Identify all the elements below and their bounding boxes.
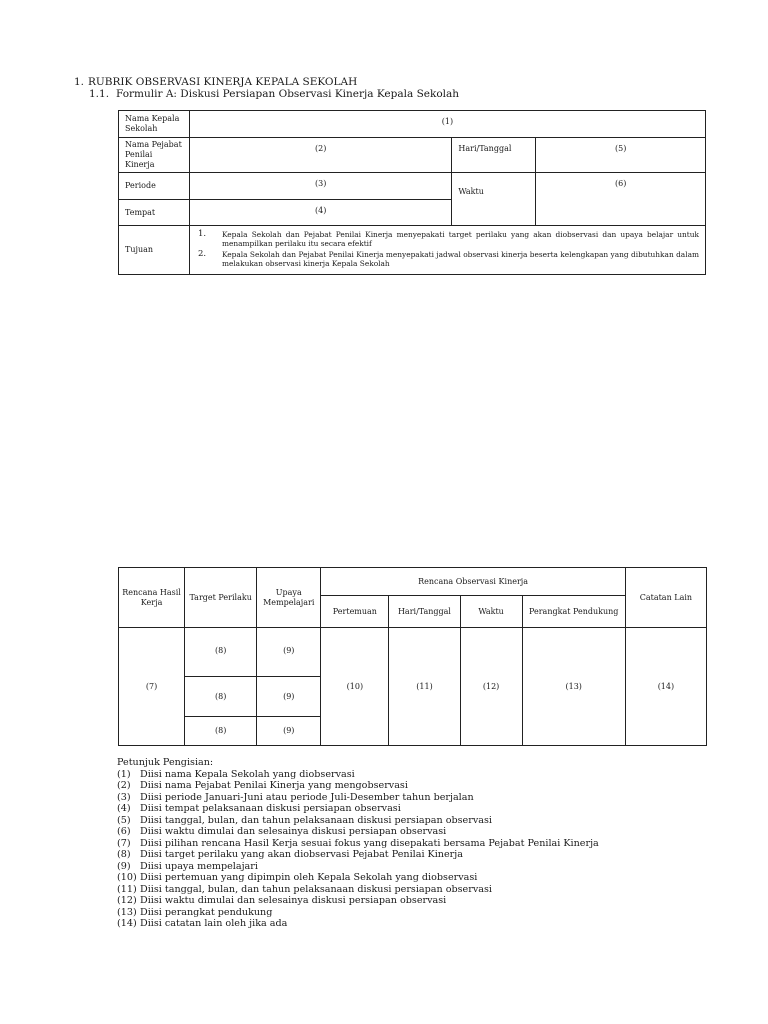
instruction-number: (8) [117, 849, 131, 860]
instruction-item [117, 838, 599, 850]
instruction-text: Diisi tanggal, bulan, dan tahun pelaksanaan diskusi persiapan observasi [140, 883, 492, 895]
rencana-hasil-kerja-cell[interactable]: (7) [119, 628, 185, 746]
instruction-number: (11) [117, 883, 137, 895]
upaya-mempelajari-cell[interactable]: (9) [257, 717, 321, 746]
form-a-row-periode [119, 173, 706, 200]
hari-tanggal-field[interactable]: (5) [536, 138, 706, 173]
tujuan-item-number: 2. [197, 249, 207, 259]
nama-kepala-label: Nama Kepala Sekolah [119, 111, 190, 138]
tempat-field[interactable]: (4) [189, 200, 451, 226]
waktu-cell[interactable]: (12) [460, 628, 522, 746]
header-catatan-lain: Catatan Lain [625, 568, 706, 628]
instruction-item [117, 792, 599, 804]
tempat-label: Tempat [119, 200, 190, 226]
instruction-item [117, 895, 599, 907]
waktu-label: Waktu [452, 173, 536, 226]
subsection-number: 1.1. [89, 88, 110, 100]
target-perilaku-cell[interactable]: (8) [185, 628, 257, 677]
header-rencana-hasil-kerja: Rencana Hasil Kerja [119, 568, 185, 628]
instructions-list [117, 769, 599, 930]
instruction-text: Diisi periode Januari-Juni atau periode Juli-Desember tahun berjalan [140, 791, 474, 803]
instruction-number: (9) [117, 860, 131, 872]
instruction-number: (13) [117, 906, 137, 918]
pertemuan-cell[interactable]: (10) [321, 628, 389, 746]
tujuan-item-number: 1. [197, 229, 207, 239]
instruction-item [117, 849, 599, 861]
header-upaya-mempelajari: Upaya Mempelajari [257, 568, 321, 628]
form-a-row-nama-kepala [119, 111, 706, 138]
header-target-perilaku: Target Perilaku [185, 568, 257, 628]
header-hari-tanggal: Hari/Tanggal [389, 596, 460, 628]
instruction-number: (14) [117, 918, 137, 929]
instruction-item [117, 826, 599, 838]
nama-kepala-field[interactable]: (1) [189, 111, 705, 138]
form-a-row-tujuan [119, 226, 706, 275]
instruction-number: (5) [117, 814, 131, 826]
instructions [117, 757, 599, 930]
target-perilaku-cell[interactable]: (8) [185, 677, 257, 717]
upaya-mempelajari-cell[interactable]: (9) [257, 628, 321, 677]
form-b-table [118, 567, 707, 746]
form-a-row-nama-pejabat [119, 138, 706, 173]
instruction-item [117, 861, 599, 873]
instruction-text: Diisi tanggal, bulan, dan tahun pelaksanaan diskusi persiapan observasi [140, 814, 492, 826]
instruction-text: Diisi waktu dimulai dan selesainya diskusi persiapan observasi [140, 826, 447, 837]
catatan-lain-cell[interactable]: (14) [625, 628, 706, 746]
target-perilaku-cell[interactable]: (8) [185, 717, 257, 746]
instruction-number: (3) [117, 791, 131, 803]
instruction-item [117, 815, 599, 827]
header-waktu: Waktu [460, 596, 522, 628]
instruction-item [117, 769, 599, 781]
tujuan-label: Tujuan [119, 226, 190, 275]
perangkat-pendukung-cell[interactable]: (13) [522, 628, 625, 746]
header-rencana-observasi: Rencana Observasi Kinerja [321, 568, 625, 596]
instruction-item [117, 884, 599, 896]
instruction-item [117, 803, 599, 815]
instruction-item [117, 907, 599, 919]
instruction-item [117, 872, 599, 884]
periode-label: Periode [119, 173, 190, 200]
header-perangkat-pendukung: Perangkat Pendukung [522, 596, 625, 628]
upaya-mempelajari-cell[interactable]: (9) [257, 677, 321, 717]
instruction-text: Diisi waktu dimulai dan selesainya diskusi persiapan observasi [140, 895, 447, 906]
tujuan-item-text: Kepala Sekolah dan Pejabat Penilai Kinerja menyepakati jadwal observasi kinerja beserta kelengkapan yang dibutuhkan dalam melakukan observasi kinerja Kepala Sekolah [221, 250, 699, 268]
periode-field[interactable]: (3) [189, 173, 451, 200]
instruction-number: (4) [117, 803, 131, 814]
instruction-number: (1) [117, 768, 131, 780]
instruction-text: Diisi pertemuan yang dipimpin oleh Kepala Sekolah yang diobservasi [140, 872, 478, 883]
instructions-title: Petunjuk Pengisian: [117, 757, 214, 768]
section-title: RUBRIK OBSERVASI KINERJA KEPALA SEKOLAH [88, 76, 358, 88]
instruction-text: Diisi tempat pelaksanaan diskusi persiapan observasi [140, 803, 401, 814]
tujuan-item [198, 250, 699, 268]
instruction-text: Diisi perangkat pendukung [140, 906, 273, 918]
instruction-number: (12) [117, 895, 137, 906]
instruction-text: Diisi nama Pejabat Penilai Kinerja yang mengobservasi [140, 780, 408, 791]
form-a-table [118, 110, 706, 275]
tujuan-content [189, 226, 705, 275]
tujuan-item-text: Kepala Sekolah dan Pejabat Penilai Kinerja menyepakati target perilaku yang akan diobservasi dan upaya belajar untuk menampilkan perilaku itu secara efektif [221, 230, 699, 248]
instruction-number: (2) [117, 780, 131, 791]
table-row [119, 628, 707, 677]
section-number: 1. [74, 76, 85, 88]
subsection-heading [89, 88, 459, 101]
waktu-field[interactable]: (6) [536, 173, 706, 226]
instruction-number: (10) [117, 872, 137, 883]
instruction-text: Diisi target perilaku yang akan diobservasi Pejabat Penilai Kinerja [140, 849, 463, 860]
form-b-header-row [119, 568, 707, 596]
hari-tanggal-cell[interactable]: (11) [389, 628, 460, 746]
subsection-title: Formulir A: Diskusi Persiapan Observasi Kinerja Kepala Sekolah [116, 88, 460, 100]
instruction-item [117, 918, 599, 930]
instruction-text: Diisi nama Kepala Sekolah yang diobservasi [140, 768, 355, 780]
instruction-text: Diisi catatan lain oleh jika ada [140, 918, 288, 929]
instruction-text: Diisi upaya mempelajari [140, 860, 258, 872]
tujuan-item [198, 230, 699, 248]
instruction-item [117, 780, 599, 792]
nama-pejabat-field[interactable]: (2) [189, 138, 451, 173]
instruction-number: (7) [117, 837, 131, 849]
instruction-number: (6) [117, 826, 131, 837]
header-pertemuan: Pertemuan [321, 596, 389, 628]
instruction-text: Diisi pilihan rencana Hasil Kerja sesuai fokus yang disepakati bersama Pejabat Penilai Kinerja [140, 837, 599, 849]
nama-pejabat-label: Nama Pejabat Penilai Kinerja [119, 138, 190, 173]
hari-tanggal-label: Hari/Tanggal [452, 138, 536, 173]
